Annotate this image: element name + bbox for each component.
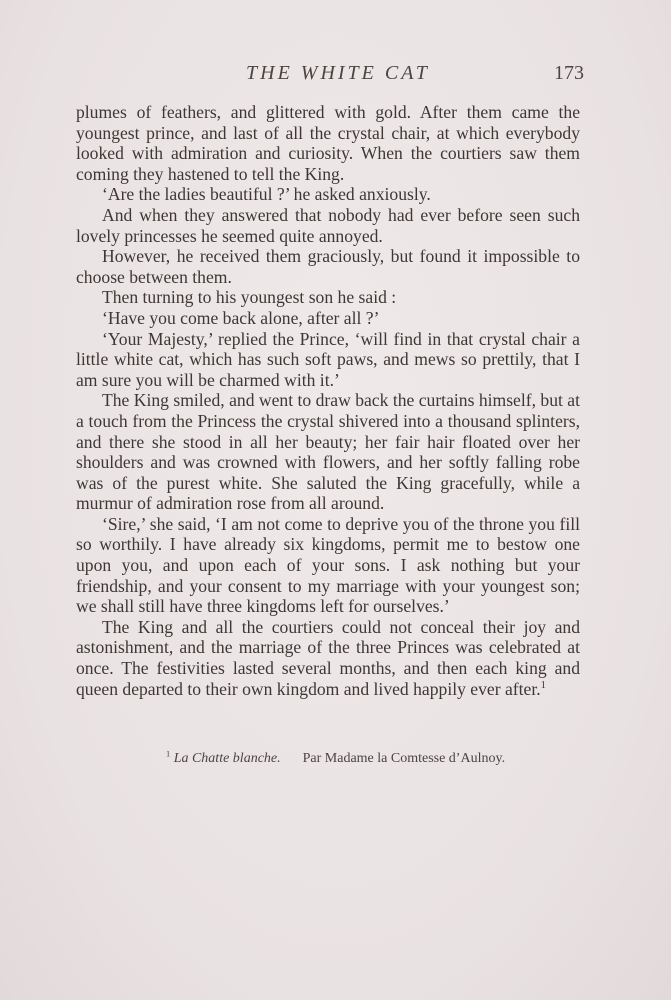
paragraph: And when they answered that nobody had ever before seen such lovely princesses he seemed quite annoyed. [76,204,580,246]
footnote-attribution: Par Madame la Comtesse d’Aulnoy. [302,751,506,766]
page-header [0,62,671,88]
footnote-title: La Chatte blanche. [173,751,281,766]
footnote [166,751,505,767]
body-text [76,102,580,699]
paragraph: ‘Have you come back alone, after all ?’ [102,307,380,328]
paragraph: ‘Sire,’ she said, ‘I am not come to deprive you of the throne you fill so worthily. I have already six kingdoms, permit me to bestow one upon you, and upon each of your sons. I ask nothing but your friendship, and your consent to my marriage with your youngest son; we shall still have three kingdoms left for ourselves.’ [76,513,580,617]
paragraph: However, he received them graciously, but found it impossible to choose between them. [76,246,580,287]
paragraph-with-footnote-ref [76,617,580,699]
paragraph: The King smiled, and went to draw back the curtains himself, but at a touch from the Princess the crystal shivered into a thousand splinters, and there she stood in all her beauty; her fair hair floated over her shoulders and was crowned with flowers, and her softly falling robe was of the purest white. She saluted the King gracefully, while a murmur of admiration rose from all around. [76,390,580,514]
paragraph-text: The King and all the courtiers could not conceal their joy and astonishment, and the marriage of the three Princes was celebrated at once. The festivities lasted several months, and then each king and queen departed to their own kingdom and lived happily ever after. [76,616,580,699]
footnote-marker: 1 [166,749,171,759]
paragraph: Then turning to his youngest son he said : [102,287,397,308]
paragraph: plumes of feathers, and glittered with gold. After them came the youngest prince, and last of all the crystal chair, at which everybody looked with admiration and curiosity. When the courtiers saw them coming they hastened to tell the King. [76,102,580,184]
paragraph: ‘Your Majesty,’ replied the Prince, ‘will find in that crystal chair a little white cat, which has such soft paws, and mews so prettily, that I am sure you will be charmed with it.’ [76,328,580,390]
running-title: THE WHITE CAT [246,62,430,84]
page-number: 173 [554,62,584,84]
paragraph: ‘Are the ladies beautiful ?’ he asked anxiously. [102,184,431,205]
footnote-reference: 1 [540,679,546,691]
